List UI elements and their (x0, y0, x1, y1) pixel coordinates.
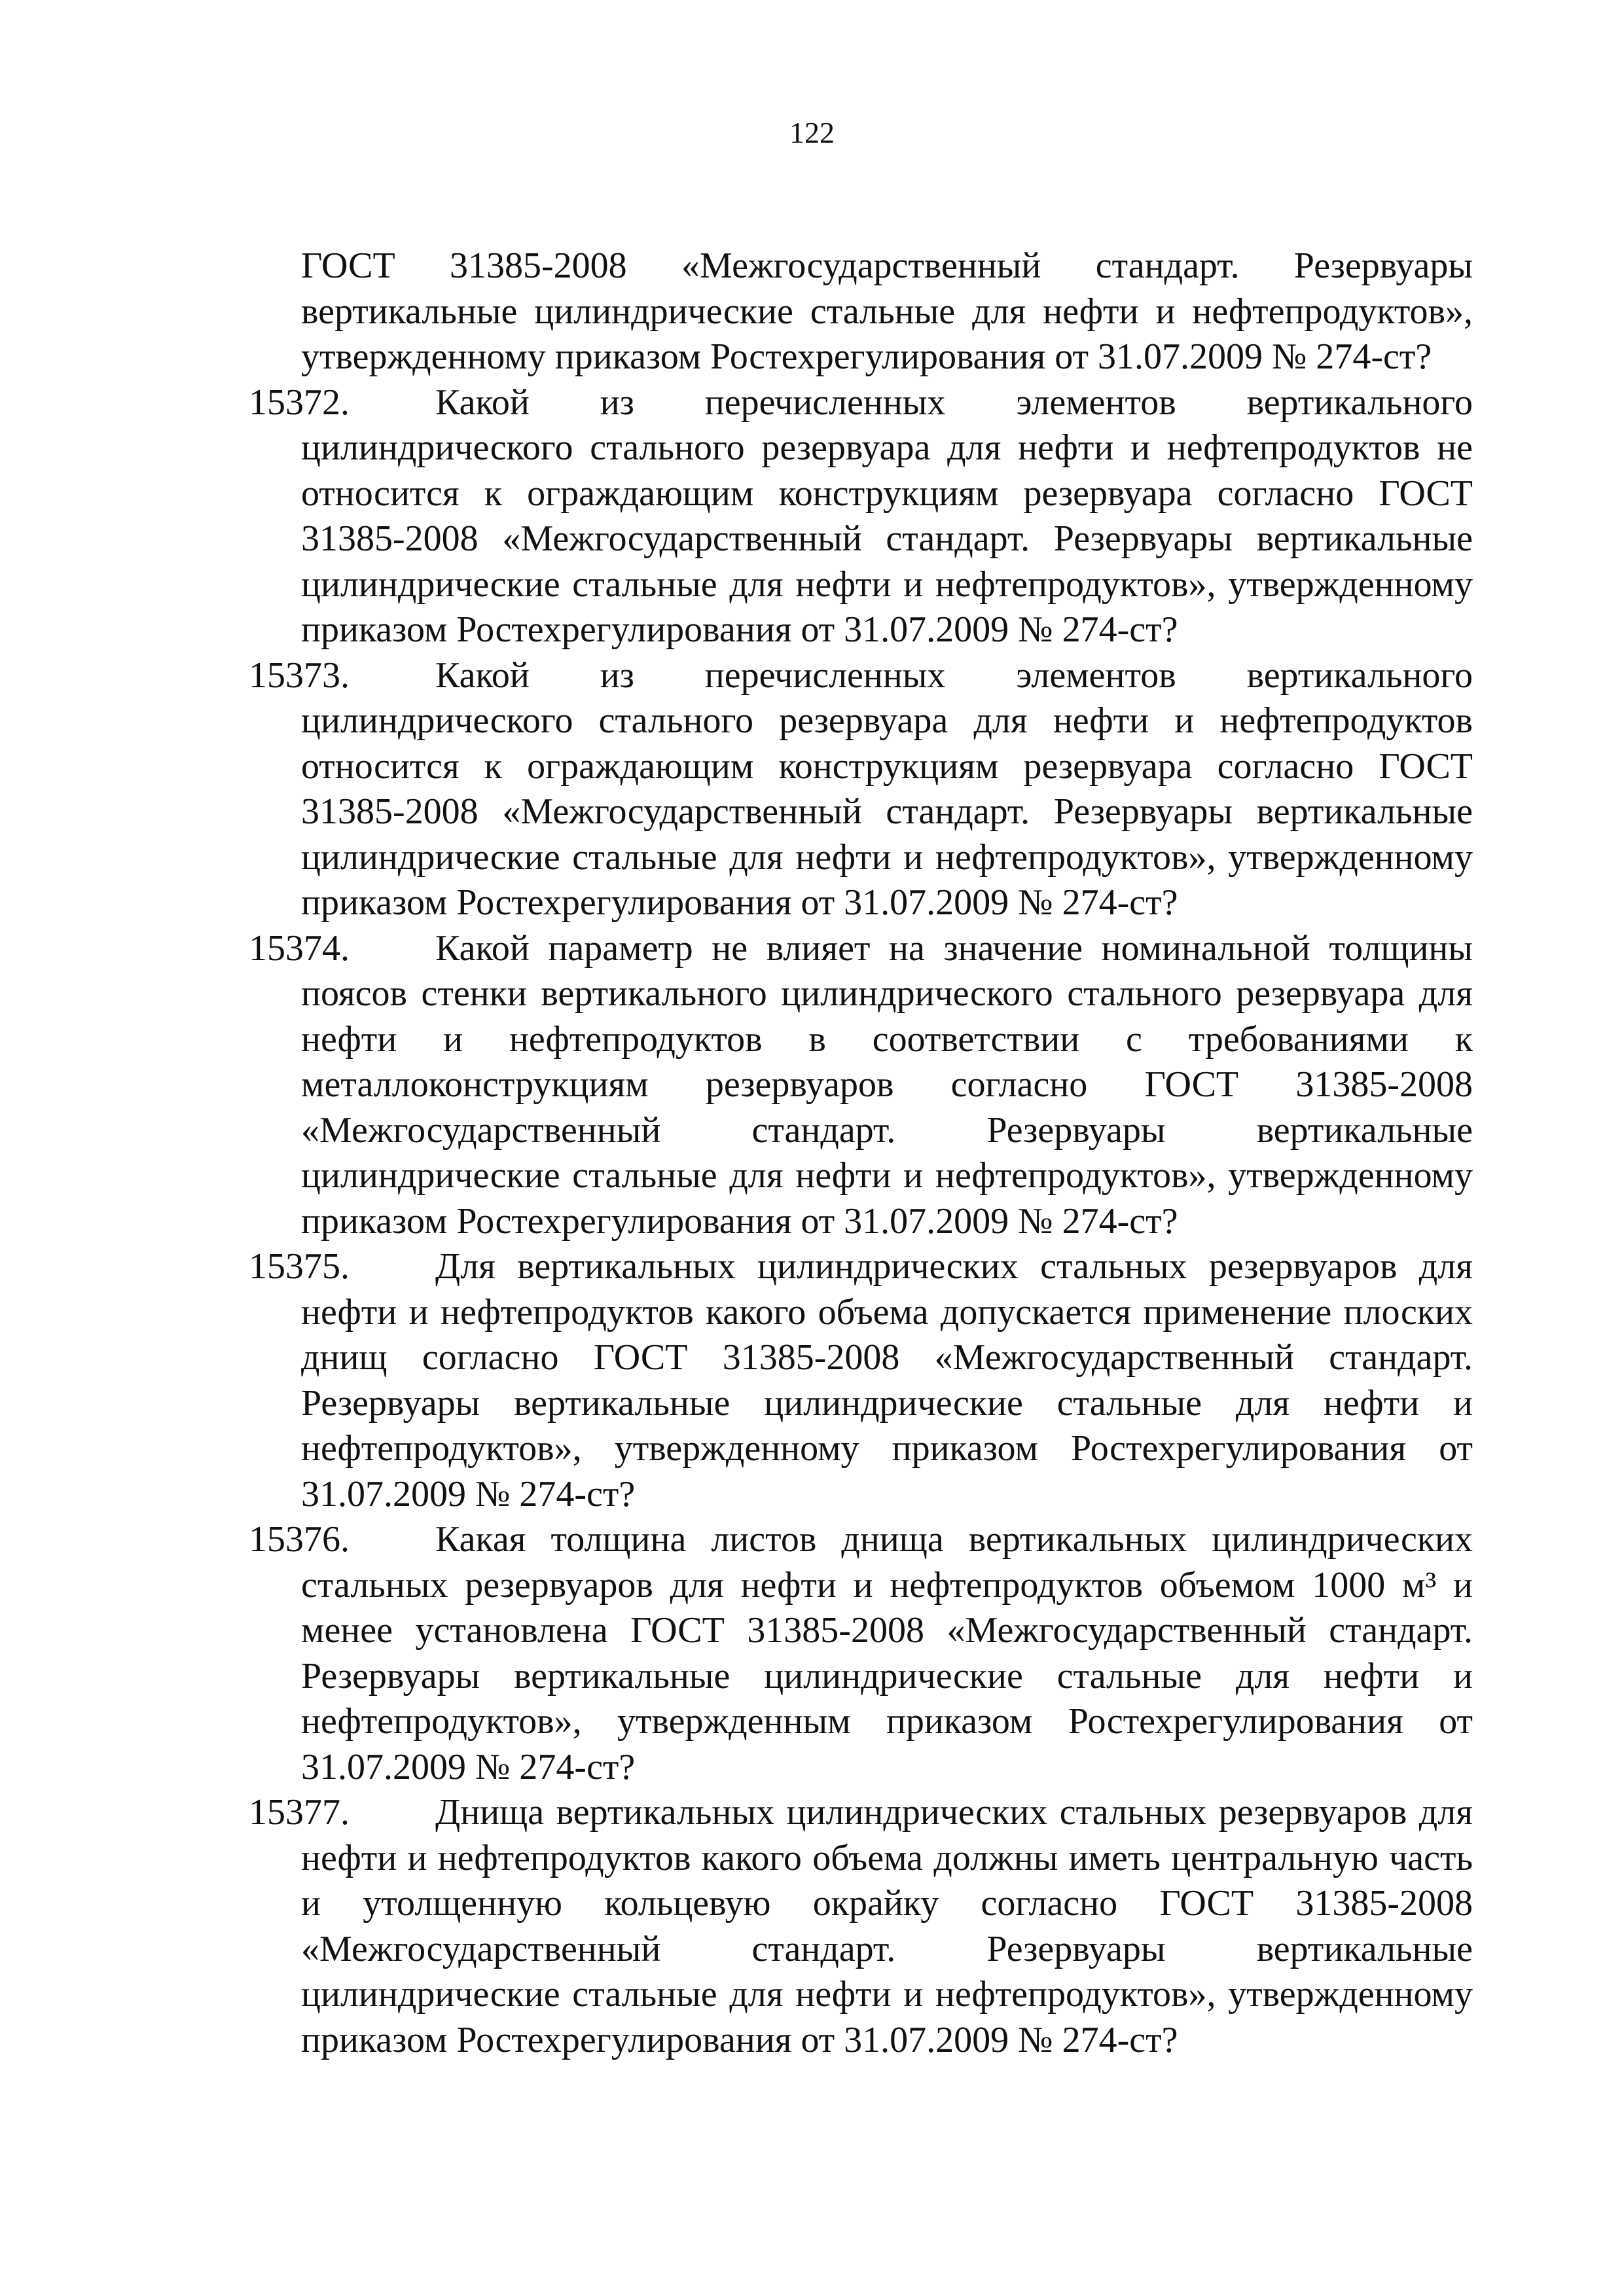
question-item-15376 (249, 1517, 1473, 1790)
page-number: 122 (789, 116, 835, 149)
question-number: 15373. (249, 655, 350, 696)
question-item-15372 (249, 380, 1473, 653)
continuation-paragraph: ГОСТ 31385-2008 «Межгосударственный стандарт. Резервуары вертикальные цилиндрические стальные для нефти и нефтепродуктов», утвержденному приказом Ростехрегулирования от 31.07.2009 № 274-ст? (301, 245, 1473, 377)
question-text: Какой параметр не влияет на значение номинальной толщины поясов стенки вертикального цилиндрического стального резервуара для нефти и нефтепродуктов в соответствии с требованиями к металлоконструкциям резервуаров согласно ГОСТ 31385-2008 «Межгосударственный стандарт. Резервуары вертикальные цилиндрические стальные для нефти и нефтепродуктов», утвержденному приказом Ростехрегулирования от 31.07.2009 № 274-ст? (301, 927, 1473, 1242)
question-number: 15377. (249, 1792, 350, 1833)
question-list (249, 243, 1473, 2063)
question-number: 15376. (249, 1519, 350, 1560)
question-text: Какая толщина листов днища вертикальных цилиндрических стальных резервуаров для нефти и нефтепродуктов объемом 1000 м³ и менее установлена ГОСТ 31385-2008 «Межгосударственный стандарт. Резервуары вертикальные цилиндрические стальные для нефти и нефтепродуктов», утвержденным приказом Ростехрегулирования от 31.07.2009 № 274-ст? (301, 1519, 1473, 1787)
question-number: 15374. (249, 927, 350, 969)
question-number: 15372. (249, 382, 350, 423)
question-number: 15375. (249, 1246, 350, 1287)
question-item-15375 (249, 1244, 1473, 1517)
question-item-15373 (249, 653, 1473, 926)
question-item-15377 (249, 1790, 1473, 2063)
question-text: Днища вертикальных цилиндрических стальных резервуаров для нефти и нефтепродуктов какого объема должны иметь центральную часть и утолщенную кольцевую окрайку согласно ГОСТ 31385-2008 «Межгосударственный стандарт. Резервуары вертикальные цилиндрические стальные для нефти и нефтепродуктов», утвержденному приказом Ростехрегулирования от 31.07.2009 № 274-ст? (301, 1792, 1473, 2060)
question-text: Какой из перечисленных элементов вертикального цилиндрического стального резервуара для нефти и нефтепродуктов не относится к ограждающим конструкциям резервуара согласно ГОСТ 31385-2008 «Межгосударственный стандарт. Резервуары вертикальные цилиндрические стальные для нефти и нефтепродуктов», утвержденному приказом Ростехрегулирования от 31.07.2009 № 274-ст? (301, 382, 1473, 650)
question-text: Какой из перечисленных элементов вертикального цилиндрического стального резервуара для нефти и нефтепродуктов относится к ограждающим конструкциям резервуара согласно ГОСТ 31385-2008 «Межгосударственный стандарт. Резервуары вертикальные цилиндрические стальные для нефти и нефтепродуктов», утвержденному приказом Ростехрегулирования от 31.07.2009 № 274-ст? (301, 655, 1473, 923)
question-item-15374 (249, 926, 1473, 1245)
question-text: Для вертикальных цилиндрических стальных резервуаров для нефти и нефтепродуктов какого объема допускается применение плоских днищ согласно ГОСТ 31385-2008 «Межгосударственный стандарт. Резервуары вертикальные цилиндрические стальные для нефти и нефтепродуктов», утвержденному приказом Ростехрегулирования от 31.07.2009 № 274-ст? (301, 1246, 1473, 1515)
